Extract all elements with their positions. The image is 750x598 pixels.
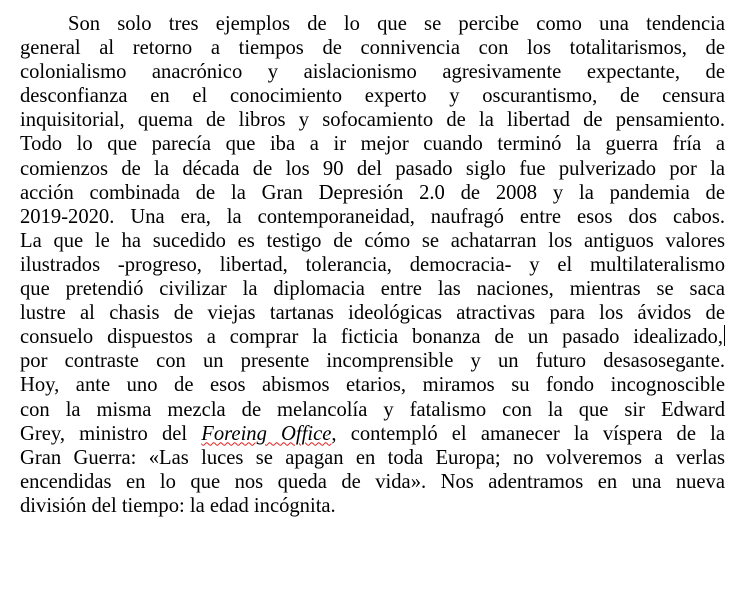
text-segment: , contempló el amanecer la víspera de la — [331, 422, 725, 445]
text-line: Gran Guerra: «Las luces se apagan en toda Europa; no volveremos a verlas — [20, 446, 725, 469]
text-line: La que le ha sucedido es testigo de cómo se achatarran los antiguos valores — [20, 229, 725, 252]
text-line: Todo lo que parecía que iba a ir mejor cuando terminó la guerra fría a — [20, 133, 725, 156]
text-line: 2019-2020. Una era, la contemporaneidad, naufragó entre esos dos cabos. — [20, 205, 725, 228]
text-line: general al retorno a tiempos de connivencia con los totalitarismos, de — [20, 37, 725, 60]
text-line: desconfianza en el conocimiento experto y oscurantismo, de censura — [20, 85, 725, 108]
text-line: división del tiempo: la edad incógnita. — [20, 494, 336, 517]
text-line: lustre al chasis de viejas tartanas ideológicas atractivas para los ávidos de — [20, 302, 725, 325]
text-line: por contraste con un presente incomprensible y un futuro desasosegante. — [20, 350, 725, 373]
text-line: con la misma mezcla de melancolía y fatalismo con la que sir Edward — [20, 398, 725, 421]
body-paragraph — [20, 12, 725, 518]
text-line: inquisitorial, quema de libros y sofocamiento de la libertad de pensamiento. — [20, 109, 725, 132]
spellcheck-italic-term[interactable]: Foreing Office — [201, 422, 332, 445]
text-line: acción combinada de la Gran Depresión 2.0 de 2008 y la pandemia de — [20, 181, 725, 204]
text-line-with-italic — [20, 422, 725, 446]
text-line: comienzos de la década de los 90 del pasado siglo fue pulverizado por la — [20, 157, 725, 180]
text-line: colonialismo anacrónico y aislacionismo agresivamente expectante, de — [20, 61, 725, 84]
text-line: Son solo tres ejemplos de lo que se percibe como una tendencia — [68, 13, 725, 35]
text-line: ilustrados -progreso, libertad, tolerancia, democracia- y el multilateralismo — [20, 253, 725, 276]
text-line-content: consuelo dispuestos a comprar la ficticia bonanza de un pasado idealizado, — [20, 326, 723, 349]
text-segment: Grey, ministro del — [20, 422, 202, 445]
text-line-with-caret[interactable] — [20, 325, 725, 349]
text-cursor — [724, 325, 725, 346]
text-line: que pretendió civilizar la diplomacia entre las naciones, mientras se saca — [20, 278, 725, 301]
text-line: Hoy, ante uno de esos abismos etarios, miramos su fondo incognoscible — [20, 374, 725, 397]
text-line: encendidas en lo que nos queda de vida». Nos adentramos en una nueva — [20, 470, 725, 493]
